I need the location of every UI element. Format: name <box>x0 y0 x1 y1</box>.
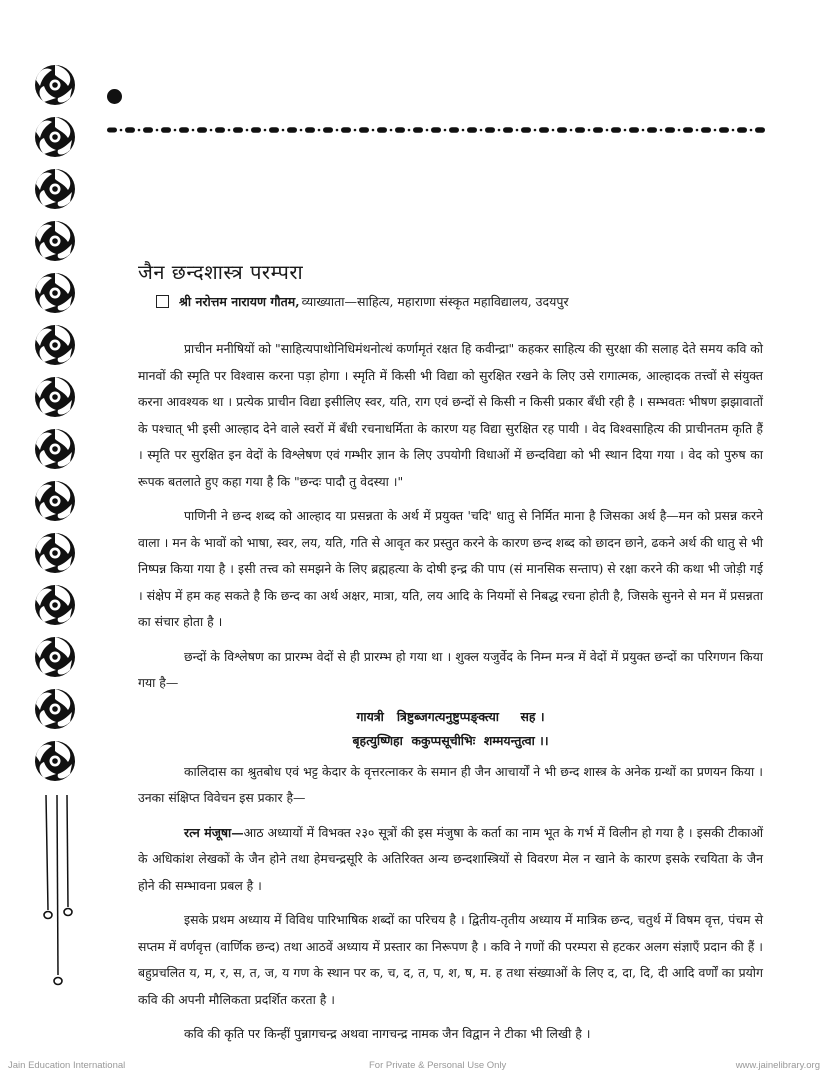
decorative-border <box>30 60 80 800</box>
verse-line: बृहत्युष्णिहा ककुप्पसूचीभिः शम्मयन्तुत्वा ।। <box>352 732 549 748</box>
checkbox-icon <box>156 295 169 308</box>
paragraph-text: आठ अध्यायों में विभक्त २३० सूत्रों की इस मंजुषा के कर्ता का नाम भूत के गर्भ में विलीन हो गया है । इसकी टीकाओं के अधिकांश लेखकों के जैन होने तथा हेमचन्द्रसूरि के अतिरिक्त अन्य छन्दशास्त्रियों से विवरण मेल न खाने के कारण इसके रचयिता के जैन होने की सम्भावना प्रबल है । <box>138 824 763 893</box>
bullet-dot-icon <box>107 89 122 104</box>
verse-line: गायत्री त्रिष्टुब्जगत्यनुष्टुप्पङ्क्त्या सह । <box>356 708 545 724</box>
paisley-ornament-icon <box>30 60 80 800</box>
paragraph: प्राचीन मनीषियों को "साहित्यपाथोनिधिमंथनोत्थं कर्णामृतं रक्षत हि कवीन्द्रा" कहकर साहित्य की सुरक्षा की सलाह देते समय कवि को मानवों की स्मृति पर विश्वास करना पड़ा होगा । स्मृति में किसी भी विद्या को सुरक्षित रखने के लिए उसे रागात्मक, आल्हादक तत्त्वों से संयुक्त करना आवश्यक था । प्रत्येक प्राचीन विद्या इसीलिए स्वर, यति, राग एवं छन्दों से किसी न किसी प्रकार बँधी रही है । सम्भवतः भीषण झझावातों के पश्चात् भी इसी आल्हाद देने वाले स्वरों में बँधी रचनाधर्मिता के कारण यह विद्या सुरक्षित रह पायी । वेद विश्वसाहित्य की प्राचीनतम कृति हैं । स्मृति पर सुरक्षित इन वेदों के विश्लेषण एवं गम्भीर ज्ञान के लिए उपयोगी विधाओं में छन्दविद्या को भी स्थान दिया गया । वेद को पुरुष का रूपक बतलाते हुए कहा गया है कि "छन्दः पादौ तु वेदस्या ।" <box>138 341 763 489</box>
paragraph: पाणिनी ने छन्द शब्द को आल्हाद या प्रसन्नता के अर्थ में प्रयुक्त 'चदि' धातु से निर्मित माना है जिसका अर्थ है—मन को प्रसन्न करने वाला । मन के भावों को भाषा, स्वर, लय, यति, गति से आवृत कर प्रस्तुत करने के कारण छन्द शब्द को छादन छाने, ढकने अर्थ की धातु से भी निष्पन्न किया गया है । इसी तत्त्व को समझने के लिए ब्रह्महत्या के दोषी इन्द्र की पाप (सं मानसिक सन्ताप) से रक्षा करने की कथा भी जोड़ी गई । संक्षेप में हम कह सकते है कि छन्द का अर्थ अक्षर, मात्रा, यति, लय आदि के नियमों से निबद्ध रचना होती है, जिसके सुनने से मन में प्रसन्नता का संचार होता है । <box>138 508 763 629</box>
author-name: श्री नरोत्तम नारायण गौतम, <box>179 294 300 309</box>
paragraph-ratna-manjusha <box>138 820 763 900</box>
footer-center: For Private & Personal Use Only <box>369 1060 507 1071</box>
author-byline <box>156 293 763 310</box>
paragraph: छन्दों के विश्लेषण का प्रारम्भ वेदों से ही प्रारम्भ हो गया था । शुक्ल यजुर्वेद के निम्न मन्त्र में वेदों में प्रयुक्त छन्दों का परिगणन किया गया है— <box>138 648 763 690</box>
paragraph: कवि की कृति पर किन्हीं पुन्नागचन्द्र अथवा नागचन्द्र नामक जैन विद्वान ने टीका भी लिखी है । <box>184 1026 591 1041</box>
pendant-lines-icon <box>30 795 80 1045</box>
dotted-rule <box>107 126 767 134</box>
footer-right: www.jainelibrary.org <box>735 1060 820 1071</box>
paragraph: इसके प्रथम अध्याय में विविध पारिभाषिक शब्दों का परिचय है । द्वितीय-तृतीय अध्याय में मात्रिक छन्द, चतुर्थ में विषम वृत्त, पंचम से सप्तम में वर्णवृत्त (वार्णिक छन्द) तथा आठवें अध्याय में प्रस्तार का निरूपण है । कवि ने गणों की परम्परा से हटकर अलग संज्ञाएँ प्रदान की हैं । बहुप्रचलित य, म, र, स, त, ज, य गण के स्थान पर क, च, द, त, प, श, ष, म. ह तथा संख्याओं के लिए द, दा, दि, दी आदि वर्णों का प्रयोग कवि की अपनी मौलिकता प्रदर्शित करता है । <box>138 912 763 1007</box>
section-heading: रत्न मंजूषा— <box>184 824 244 840</box>
footer-left: Jain Education International <box>8 1060 126 1071</box>
article-title: जैन छन्दशास्त्र परम्परा <box>138 260 304 284</box>
pendant-ornament <box>30 795 80 1045</box>
article <box>138 258 763 1056</box>
paragraph: कालिदास का श्रुतबोध एवं भट्ट केदार के वृत्तरत्नाकर के समान ही जैन आचार्यों ने भी छन्द शास्त्र के अनेक ग्रन्थों का प्रणयन किया । उनका संक्षिप्त विवेचन इस प्रकार है— <box>138 763 763 805</box>
verse-block <box>138 705 763 753</box>
author-affiliation: व्याख्याता—साहित्य, महाराणा संस्कृत महाविद्यालय, उदयपुर <box>301 294 569 309</box>
